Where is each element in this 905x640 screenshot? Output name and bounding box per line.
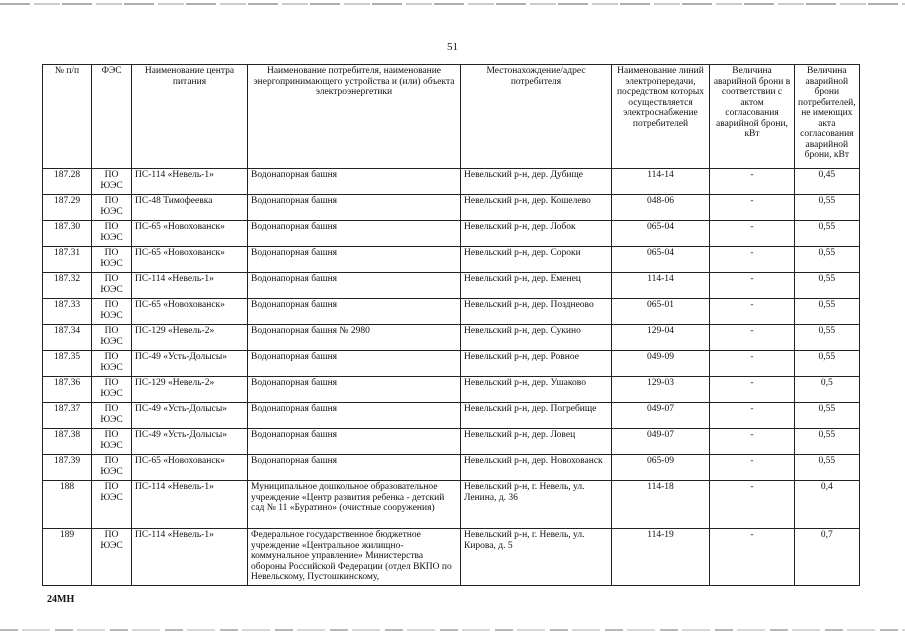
table-row xyxy=(43,221,860,247)
cell-center: ПС-114 «Невель-1» xyxy=(132,169,248,195)
cell-fes: ПО ЮЭС xyxy=(92,481,132,529)
cell-reserve-act: - xyxy=(710,195,795,221)
cell-address: Невельский р-н, дер. Сукино xyxy=(461,325,612,351)
cell-num: 187.28 xyxy=(43,169,92,195)
table-row xyxy=(43,429,860,455)
cell-reserve-act: - xyxy=(710,273,795,299)
cell-reserve-act: - xyxy=(710,455,795,481)
col-header-address: Местонахождение/адрес потребителя xyxy=(461,65,612,169)
table-row xyxy=(43,529,860,586)
cell-reserve-no-act: 0,5 xyxy=(795,377,860,403)
cell-address: Невельский р-н, дер. Ровное xyxy=(461,351,612,377)
cell-line: 114-18 xyxy=(612,481,710,529)
cell-consumer: Водонапорная башня № 2980 xyxy=(248,325,461,351)
col-header-num: № п/п xyxy=(43,65,92,169)
cell-fes: ПО ЮЭС xyxy=(92,403,132,429)
col-header-reserve-act: Величина аварийной брони в соответствии с актом согласования аварийной брони, кВт xyxy=(710,65,795,169)
cell-reserve-no-act: 0,55 xyxy=(795,403,860,429)
cell-num: 187.37 xyxy=(43,403,92,429)
cell-reserve-no-act: 0,45 xyxy=(795,169,860,195)
table-row xyxy=(43,273,860,299)
cell-center: ПС-65 «Новохованск» xyxy=(132,247,248,273)
cell-num: 188 xyxy=(43,481,92,529)
cell-center: ПС-114 «Невель-1» xyxy=(132,529,248,586)
cell-fes: ПО ЮЭС xyxy=(92,169,132,195)
cell-consumer: Водонапорная башня xyxy=(248,273,461,299)
cell-address: Невельский р-н, дер. Позднеово xyxy=(461,299,612,325)
cell-reserve-no-act: 0,55 xyxy=(795,247,860,273)
cell-line: 049-07 xyxy=(612,429,710,455)
cell-num: 187.33 xyxy=(43,299,92,325)
cell-consumer: Муниципальное дошкольное образовательное учреждение «Центр развития ребенка - детский сад № 11 «Буратино» (очистные сооружения) xyxy=(248,481,461,529)
cell-consumer: Водонапорная башня xyxy=(248,403,461,429)
col-header-center: Наименование центра питания xyxy=(132,65,248,169)
cell-line: 065-09 xyxy=(612,455,710,481)
scan-bottom-edge xyxy=(0,629,905,631)
cell-reserve-act: - xyxy=(710,247,795,273)
cell-num: 189 xyxy=(43,529,92,586)
table-header-row xyxy=(43,65,860,169)
cell-address: Невельский р-н, г. Невель, ул. Кирова, д. 5 xyxy=(461,529,612,586)
col-header-reserve-no-act: Величина аварийной брони потребителей, не имеющих акта согласования аварийной брони, кВт xyxy=(795,65,860,169)
cell-address: Невельский р-н, г. Невель, ул. Ленина, д. 36 xyxy=(461,481,612,529)
cell-num: 187.30 xyxy=(43,221,92,247)
cell-num: 187.35 xyxy=(43,351,92,377)
cell-consumer: Водонапорная башня xyxy=(248,221,461,247)
cell-line: 049-09 xyxy=(612,351,710,377)
table-row xyxy=(43,351,860,377)
cell-line: 065-04 xyxy=(612,221,710,247)
cell-num: 187.38 xyxy=(43,429,92,455)
table-row xyxy=(43,377,860,403)
cell-reserve-no-act: 0,55 xyxy=(795,455,860,481)
cell-reserve-no-act: 0,55 xyxy=(795,325,860,351)
cell-center: ПС-49 «Усть-Долысы» xyxy=(132,403,248,429)
cell-fes: ПО ЮЭС xyxy=(92,529,132,586)
cell-num: 187.34 xyxy=(43,325,92,351)
cell-consumer: Водонапорная башня xyxy=(248,429,461,455)
cell-fes: ПО ЮЭС xyxy=(92,195,132,221)
cell-address: Невельский р-н, дер. Лобок xyxy=(461,221,612,247)
cell-consumer: Водонапорная башня xyxy=(248,377,461,403)
cell-address: Невельский р-н, дер. Еменец xyxy=(461,273,612,299)
cell-fes: ПО ЮЭС xyxy=(92,455,132,481)
cell-reserve-no-act: 0,55 xyxy=(795,299,860,325)
cell-num: 187.31 xyxy=(43,247,92,273)
cell-fes: ПО ЮЭС xyxy=(92,273,132,299)
cell-reserve-act: - xyxy=(710,429,795,455)
cell-fes: ПО ЮЭС xyxy=(92,429,132,455)
cell-fes: ПО ЮЭС xyxy=(92,247,132,273)
cell-reserve-act: - xyxy=(710,529,795,586)
cell-reserve-no-act: 0,7 xyxy=(795,529,860,586)
cell-address: Невельский р-н, дер. Новохованск xyxy=(461,455,612,481)
cell-line: 114-14 xyxy=(612,169,710,195)
cell-center: ПС-49 «Усть-Долысы» xyxy=(132,351,248,377)
cell-reserve-no-act: 0,55 xyxy=(795,273,860,299)
col-header-consumer: Наименование потребителя, наименование энергопринимающего устройства и (или) объекта электроэнергетики xyxy=(248,65,461,169)
table-row xyxy=(43,481,860,529)
cell-consumer: Водонапорная башня xyxy=(248,351,461,377)
cell-num: 187.29 xyxy=(43,195,92,221)
cell-reserve-no-act: 0,55 xyxy=(795,429,860,455)
col-header-line: Наименование линий электропередачи, посредством которых осуществляется электроснабжение потребителей xyxy=(612,65,710,169)
cell-line: 065-04 xyxy=(612,247,710,273)
cell-reserve-act: - xyxy=(710,325,795,351)
cell-fes: ПО ЮЭС xyxy=(92,325,132,351)
cell-fes: ПО ЮЭС xyxy=(92,299,132,325)
cell-center: ПС-114 «Невель-1» xyxy=(132,481,248,529)
cell-line: 114-19 xyxy=(612,529,710,586)
cell-line: 065-01 xyxy=(612,299,710,325)
table-row xyxy=(43,455,860,481)
cell-reserve-no-act: 0,55 xyxy=(795,221,860,247)
cell-center: ПС-48 Тимофеевка xyxy=(132,195,248,221)
cell-address: Невельский р-н, дер. Погребище xyxy=(461,403,612,429)
cell-fes: ПО ЮЭС xyxy=(92,377,132,403)
cell-fes: ПО ЮЭС xyxy=(92,351,132,377)
table-row xyxy=(43,299,860,325)
cell-address: Невельский р-н, дер. Ловец xyxy=(461,429,612,455)
cell-address: Невельский р-н, дер. Дубище xyxy=(461,169,612,195)
cell-reserve-act: - xyxy=(710,481,795,529)
table-row xyxy=(43,403,860,429)
table-row xyxy=(43,169,860,195)
table-row xyxy=(43,247,860,273)
cell-reserve-no-act: 0,4 xyxy=(795,481,860,529)
cell-consumer: Водонапорная башня xyxy=(248,169,461,195)
cell-reserve-no-act: 0,55 xyxy=(795,195,860,221)
cell-address: Невельский р-н, дер. Сороки xyxy=(461,247,612,273)
table-row xyxy=(43,195,860,221)
page-number: 51 xyxy=(447,41,458,53)
cell-line: 114-14 xyxy=(612,273,710,299)
cell-center: ПС-129 «Невель-2» xyxy=(132,325,248,351)
cell-center: ПС-65 «Новохованск» xyxy=(132,299,248,325)
cell-center: ПС-65 «Новохованск» xyxy=(132,221,248,247)
col-header-fes: ФЭС xyxy=(92,65,132,169)
cell-line: 129-04 xyxy=(612,325,710,351)
cell-address: Невельский р-н, дер. Кошелево xyxy=(461,195,612,221)
cell-line: 048-06 xyxy=(612,195,710,221)
cell-fes: ПО ЮЭС xyxy=(92,221,132,247)
cell-reserve-act: - xyxy=(710,299,795,325)
cell-center: ПС-49 «Усть-Долысы» xyxy=(132,429,248,455)
footer-code: 24МН xyxy=(47,594,75,605)
cell-line: 129-03 xyxy=(612,377,710,403)
cell-consumer: Водонапорная башня xyxy=(248,195,461,221)
cell-center: ПС-129 «Невель-2» xyxy=(132,377,248,403)
cell-center: ПС-114 «Невель-1» xyxy=(132,273,248,299)
table-row xyxy=(43,325,860,351)
cell-num: 187.32 xyxy=(43,273,92,299)
cell-reserve-act: - xyxy=(710,377,795,403)
cell-reserve-act: - xyxy=(710,169,795,195)
cell-consumer: Водонапорная башня xyxy=(248,299,461,325)
cell-line: 049-07 xyxy=(612,403,710,429)
cell-num: 187.36 xyxy=(43,377,92,403)
cell-center: ПС-65 «Новохованск» xyxy=(132,455,248,481)
cell-address: Невельский р-н, дер. Ушаково xyxy=(461,377,612,403)
reserve-table xyxy=(42,64,860,586)
cell-reserve-act: - xyxy=(710,351,795,377)
scan-top-edge xyxy=(0,3,905,5)
cell-reserve-act: - xyxy=(710,403,795,429)
cell-reserve-no-act: 0,55 xyxy=(795,351,860,377)
cell-num: 187.39 xyxy=(43,455,92,481)
cell-consumer: Водонапорная башня xyxy=(248,247,461,273)
cell-consumer: Водонапорная башня xyxy=(248,455,461,481)
cell-reserve-act: - xyxy=(710,221,795,247)
cell-consumer: Федеральное государственное бюджетное учреждение «Центральное жилищно-коммунальное управление» Министерства обороны Российской Федерации (отдел ВКПО по Невельскому, Пустошкинскому, xyxy=(248,529,461,586)
